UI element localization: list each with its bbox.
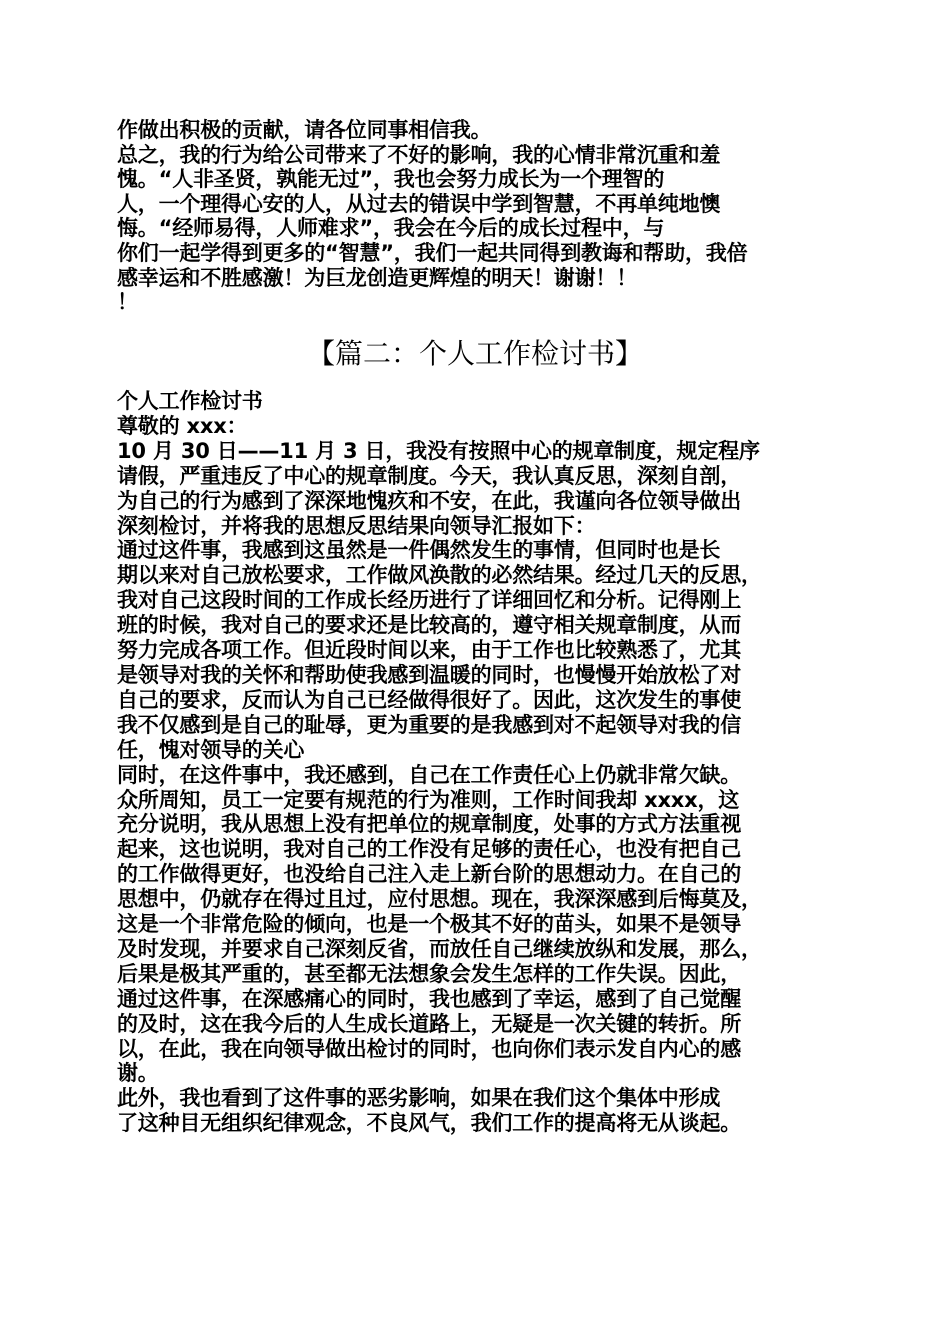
text-line: 谢。 — [117, 1061, 159, 1086]
text-line: 自己的要求，反而认为自己已经做得很好了。因此，这次发生的事使 — [117, 687, 741, 712]
text-line: 10 月 30 日——11 月 3 日，我没有按照中心的规章制度，规定程序 — [117, 438, 760, 463]
text-line: 此外，我也看到了这件事的恶劣影响，如果在我们这个集体中形成 — [117, 1086, 721, 1111]
text-line: 悔。“经师易得，人师难求”，我会在今后的成长过程中，与 — [117, 216, 665, 241]
text-line: 的工作做得更好，也没给自己注入走上新台阶的思想动力。在自己的 — [117, 862, 741, 887]
text-line: 为自己的行为感到了深深地愧疚和不安，在此，我谨向各位领导做出 — [117, 488, 741, 513]
text-line: 众所周知，员工一定要有规范的行为准则，工作时间我却 xxxx，这 — [117, 787, 740, 812]
previous-section-closing-text — [117, 118, 842, 315]
text-line: 同时，在这件事中，我还感到，自己在工作责任心上仍就非常欠缺。 — [117, 762, 741, 787]
text-line: 充分说明，我从思想上没有把单位的规章制度，处事的方式方法重视 — [117, 812, 741, 837]
text-line: 通过这件事，我感到这虽然是一件偶然发生的事情，但同时也是长 — [117, 538, 721, 563]
text-line: 起来，这也说明，我对自己的工作没有足够的责任心，也没有把自己 — [117, 837, 741, 862]
text-line: 通过这件事，在深感痛心的同时，我也感到了幸运，感到了自己觉醒 — [117, 986, 741, 1011]
text-line: 后果是极其严重的，甚至都无法想象会发生怎样的工作失误。因此， — [117, 961, 741, 986]
text-line: 总之，我的行为给公司带来了不好的影响，我的心情非常沉重和羞 — [117, 142, 721, 167]
text-line: 期以来对自己放松要求，工作做风涣散的必然结果。经过几天的反思， — [117, 563, 762, 588]
section-heading: 【篇二：个人工作检讨书】 — [306, 337, 643, 370]
text-line: 及时发现，并要求自己深刻反省，而放任自己继续放纵和发展，那么， — [117, 936, 762, 961]
self-criticism-letter-body — [117, 389, 842, 1136]
letter-title: 个人工作检讨书 — [117, 389, 263, 413]
text-line: 这是一个非常危险的倾向，也是一个极其不好的苗头，如果不是领导 — [117, 912, 741, 937]
text-line: 深刻检讨，并将我的思想反思结果向领导汇报如下： — [117, 513, 596, 538]
letter-salutation: 尊敬的 xxx： — [117, 413, 248, 438]
text-line: ！ — [117, 290, 138, 315]
text-line: 是领导对我的关怀和帮助使我感到温暖的同时，也慢慢开始放松了对 — [117, 662, 741, 687]
text-line: 班的时候，我对自己的要求还是比较高的，遵守相关规章制度，从而 — [117, 613, 741, 638]
text-line: 请假，严重违反了中心的规章制度。今天，我认真反思，深刻自剖， — [117, 463, 741, 488]
text-line: 任，愧对领导的关心 — [117, 737, 305, 762]
text-line: 人，一个理得心安的人，从过去的错误中学到智慧，不再单纯地懊 — [117, 191, 721, 216]
text-line: 感幸运和不胜感激！为巨龙创造更辉煌的明天！谢谢！！ — [117, 265, 637, 290]
text-line: 你们一起学得到更多的“智慧”，我们一起共同得到教诲和帮助，我倍 — [117, 240, 748, 265]
text-line: 愧。“人非圣贤，孰能无过”，我也会努力成长为一个理智的 — [117, 167, 665, 192]
text-line: 我不仅感到是自己的耻辱，更为重要的是我感到对不起领导对我的信 — [117, 712, 741, 737]
text-line: 作做出积极的贡献，请各位同事相信我。 — [117, 118, 492, 142]
text-line: 了这种目无组织纪律观念，不良风气，我们工作的提高将无从谈起。 — [117, 1111, 741, 1136]
text-line: 思想中，仍就存在得过且过，应付思想。现在，我深深感到后悔莫及， — [117, 887, 762, 912]
text-line: 以，在此，我在向领导做出检讨的同时，也向你们表示发自内心的感 — [117, 1036, 741, 1061]
text-line: 的及时，这在我今后的人生成长道路上，无疑是一次关键的转折。所 — [117, 1011, 741, 1036]
text-line: 我对自己这段时间的工作成长经历进行了详细回忆和分析。记得刚上 — [117, 588, 741, 613]
text-line: 努力完成各项工作。但近段时间以来，由于工作也比较熟悉了，尤其 — [117, 638, 741, 663]
